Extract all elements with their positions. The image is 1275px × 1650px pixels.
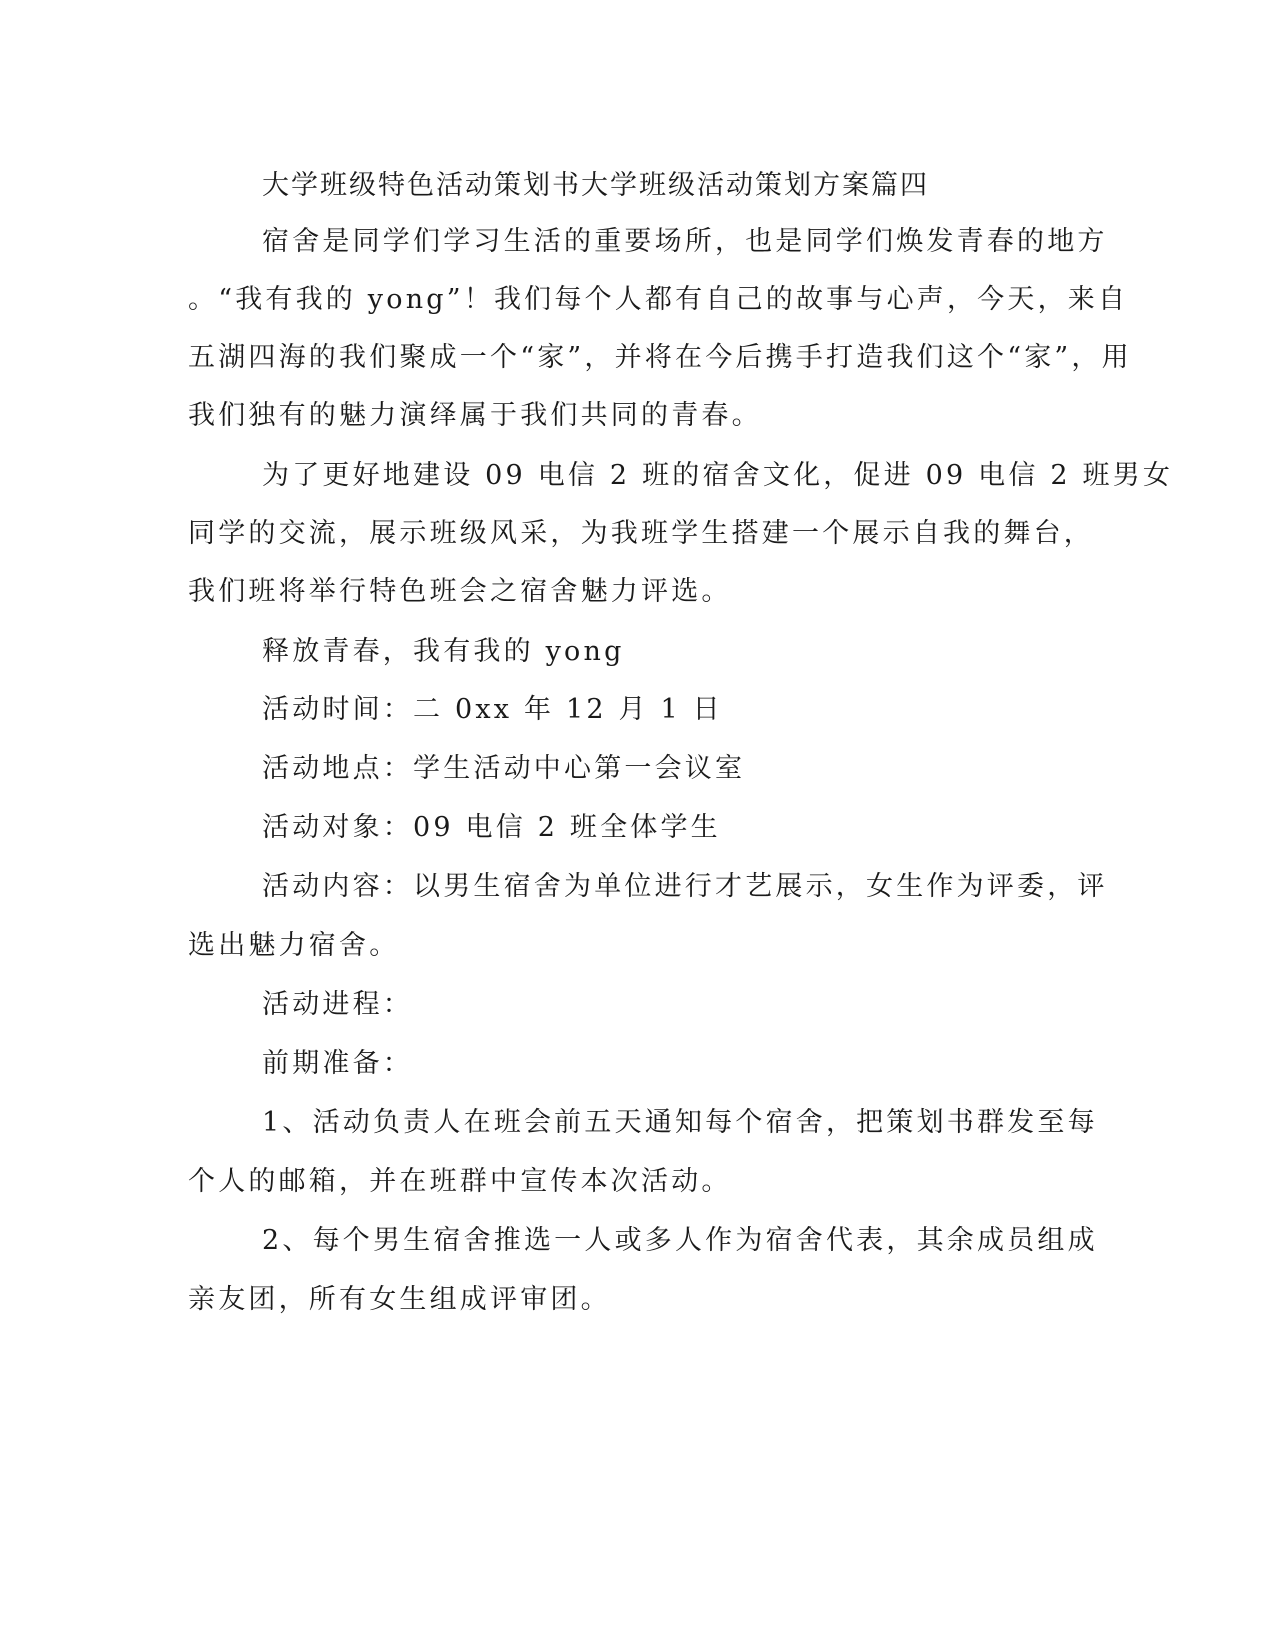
activity-content-cont: 选出魅力宿舍。 [188, 930, 400, 961]
paragraph-line: 我们班将举行特色班会之宿舍魅力评选。 [188, 576, 732, 607]
document-title: 大学班级特色活动策划书大学班级活动策划方案篇四 [262, 170, 929, 201]
activity-location: 活动地点：学生活动中心第一会议室 [262, 753, 746, 784]
list-item-cont: 亲友团，所有女生组成评审团。 [188, 1284, 611, 1315]
list-item: 2、每个男生宿舍推选一人或多人作为宿舍代表，其余成员组成 [262, 1225, 1098, 1256]
paragraph-line: 我们独有的魅力演绎属于我们共同的青春。 [188, 400, 762, 431]
section-heading-preparation: 前期准备： [262, 1048, 413, 1079]
paragraph-line: 同学的交流，展示班级风采，为我班学生搭建一个展示自我的舞台， [188, 518, 1094, 549]
activity-audience: 活动对象：09 电信 2 班全体学生 [262, 812, 721, 843]
paragraph-line: 五湖四海的我们聚成一个“家”，并将在今后携手打造我们这个“家”，用 [188, 342, 1132, 373]
paragraph-line: 为了更好地建设 09 电信 2 班的宿舍文化，促进 09 电信 2 班男女 [262, 460, 1174, 491]
list-item-cont: 个人的邮箱，并在班群中宣传本次活动。 [188, 1166, 732, 1197]
slogan-line: 释放青春，我有我的 yong [262, 636, 625, 667]
paragraph-line: 宿舍是同学们学习生活的重要场所，也是同学们焕发青春的地方 [262, 226, 1108, 257]
activity-time: 活动时间：二 0xx 年 12 月 1 日 [262, 694, 723, 725]
paragraph-line: 。“我有我的 yong”！我们每个人都有自己的故事与心声，今天，来自 [188, 284, 1129, 315]
activity-content: 活动内容：以男生宿舍为单位进行才艺展示，女生作为评委，评 [262, 871, 1108, 902]
section-heading-process: 活动进程： [262, 989, 413, 1020]
list-item: 1、活动负责人在班会前五天通知每个宿舍，把策划书群发至每 [262, 1107, 1098, 1138]
